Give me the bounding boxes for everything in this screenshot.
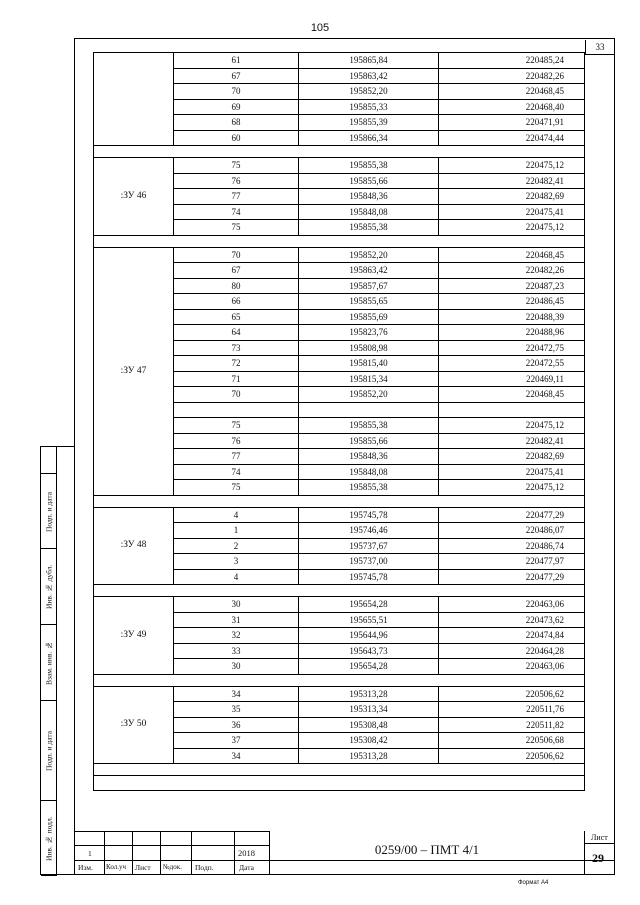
y-coordinate-cell: 220486,74 [438,539,584,555]
table-row [94,702,584,718]
y-coordinate-cell: 220482,69 [438,449,584,465]
table-row [94,248,584,264]
hdr-ndoc: №док. [163,863,182,871]
table-row [94,449,584,465]
year: 2018 [238,848,255,858]
sheet-label: Лист [591,833,608,842]
table-row [94,84,584,100]
format-label: Формат А4 [518,880,549,886]
plot-label: :ЗУ 48 [120,540,147,551]
y-coordinate-cell: 220475,12 [438,480,584,496]
point-number-cell: 76 [173,174,298,190]
table-row [94,100,584,116]
table-row [94,263,584,279]
y-coordinate-cell: 220463,06 [438,659,584,675]
x-coordinate-cell: 195737,00 [298,554,438,570]
side-label: Подп. и дата [44,491,54,532]
table-row [94,418,584,434]
group-separator [94,764,584,776]
y-coordinate-cell: 220475,41 [438,205,584,221]
y-coordinate-cell: 220463,06 [438,597,584,613]
hdr-podp: Подп. [195,863,214,872]
table-row [94,131,584,147]
table-row [94,403,584,419]
point-number-cell: 67 [173,69,298,85]
table-row [94,554,584,570]
x-coordinate-cell: 195855,38 [298,220,438,236]
side-label: Инв. № дубл. [44,564,54,610]
table-row [94,387,584,403]
table-row [94,480,584,496]
y-coordinate-cell: 220473,62 [438,613,584,629]
x-coordinate-cell: 195848,36 [298,189,438,205]
point-number-cell: 35 [173,702,298,718]
change-number: 1 [88,849,92,858]
table-row [94,205,584,221]
y-coordinate-cell: 220482,26 [438,69,584,85]
x-coordinate-cell: 195855,69 [298,310,438,326]
point-number-cell: 36 [173,718,298,734]
top-sheet-number: 33 [585,40,614,55]
point-number-cell: 30 [173,659,298,675]
y-coordinate-cell: 220487,23 [438,279,584,295]
group-separator [94,496,584,508]
side-cell [41,447,57,474]
x-coordinate-cell: 195855,38 [298,418,438,434]
group-separator [94,146,584,158]
side-label: Инв. № подл. [44,816,54,861]
x-coordinate-cell: 195848,08 [298,205,438,221]
y-coordinate-cell: 220488,96 [438,325,584,341]
x-coordinate-cell: 195644,96 [298,628,438,644]
table-row [94,523,584,539]
point-number-cell: 60 [173,131,298,147]
x-coordinate-cell: 195855,38 [298,480,438,496]
x-coordinate-cell: 195855,65 [298,294,438,310]
x-coordinate-cell: 195808,98 [298,341,438,357]
table-row [94,465,584,481]
hdr-kol: Кол.уч [106,863,126,871]
point-number-cell: 61 [173,53,298,69]
point-number-cell: 69 [173,100,298,116]
table-row [94,220,584,236]
point-number-cell: 37 [173,733,298,749]
x-coordinate-cell: 195654,28 [298,659,438,675]
table-row [94,644,584,660]
point-number-cell: 1 [173,523,298,539]
y-coordinate-cell: 220486,07 [438,523,584,539]
x-coordinate-cell: 195855,66 [298,174,438,190]
table-row [94,174,584,190]
side-label: Взам. инв. № [44,640,54,686]
table-row [94,53,584,69]
group-separator [94,585,584,597]
y-coordinate-cell: 220482,69 [438,189,584,205]
y-coordinate-cell: 220472,55 [438,356,584,372]
point-number-cell: 75 [173,418,298,434]
table-row [94,294,584,310]
point-number-cell: 70 [173,387,298,403]
table-row [94,279,584,295]
y-coordinate-cell: 220477,29 [438,570,584,586]
point-number-cell: 66 [173,294,298,310]
y-coordinate-cell: 220474,84 [438,628,584,644]
y-coordinate-cell: 220477,97 [438,554,584,570]
point-number-cell: 4 [173,570,298,586]
y-coordinate-cell: 220475,12 [438,418,584,434]
point-number-cell: 80 [173,279,298,295]
y-coordinate-cell: 220477,29 [438,508,584,524]
x-coordinate-cell: 195855,66 [298,434,438,450]
x-coordinate-cell: 195313,28 [298,687,438,703]
x-coordinate-cell: 195643,73 [298,644,438,660]
y-coordinate-cell: 220511,82 [438,718,584,734]
x-coordinate-cell: 195855,38 [298,158,438,174]
plot-label: :ЗУ 47 [120,365,147,376]
y-coordinate-cell: 220469,11 [438,372,584,388]
point-number-cell: 72 [173,356,298,372]
y-coordinate-cell: 220485,24 [438,53,584,69]
x-coordinate-cell: 195313,34 [298,702,438,718]
x-coordinate-cell: 195865,84 [298,53,438,69]
point-number-cell: 2 [173,539,298,555]
point-number-cell: 34 [173,687,298,703]
table-row [94,687,584,703]
x-coordinate-cell: 195855,39 [298,115,438,131]
point-number-cell: 74 [173,205,298,221]
y-coordinate-cell: 220474,44 [438,131,584,147]
y-coordinate-cell [438,403,584,419]
x-coordinate-cell: 195313,28 [298,749,438,765]
y-coordinate-cell: 220486,45 [438,294,584,310]
page-number: 105 [310,22,330,34]
table-row [94,749,584,765]
y-coordinate-cell: 220468,45 [438,84,584,100]
x-coordinate-cell: 195745,78 [298,508,438,524]
y-coordinate-cell: 220471,91 [438,115,584,131]
x-coordinate-cell: 195863,42 [298,69,438,85]
y-coordinate-cell: 220475,12 [438,220,584,236]
y-coordinate-cell: 220511,76 [438,702,584,718]
point-number-cell: 77 [173,449,298,465]
y-coordinate-cell: 220488,39 [438,310,584,326]
plot-label: :ЗУ 50 [120,719,147,730]
x-coordinate-cell: 195308,42 [298,733,438,749]
table-row [94,570,584,586]
point-number-cell: 73 [173,341,298,357]
hdr-list: Лист [135,863,151,872]
table-row [94,613,584,629]
table-row [94,733,584,749]
point-number-cell: 33 [173,644,298,660]
x-coordinate-cell: 195654,28 [298,597,438,613]
point-number-cell: 75 [173,158,298,174]
x-coordinate-cell: 195746,46 [298,523,438,539]
x-coordinate-cell: 195815,34 [298,372,438,388]
y-coordinate-cell: 220468,45 [438,248,584,264]
x-coordinate-cell [298,403,438,419]
table-row [94,69,584,85]
coordinates-table [93,52,585,791]
point-number-cell: 32 [173,628,298,644]
table-row [94,115,584,131]
x-coordinate-cell: 195852,20 [298,248,438,264]
x-coordinate-cell: 195848,36 [298,449,438,465]
table-row [94,325,584,341]
x-coordinate-cell: 195745,78 [298,570,438,586]
x-coordinate-cell: 195737,67 [298,539,438,555]
x-coordinate-cell: 195823,76 [298,325,438,341]
table-row [94,341,584,357]
point-number-cell: 70 [173,248,298,264]
group-separator [94,236,584,248]
point-number-cell [173,403,298,419]
x-coordinate-cell: 195848,08 [298,465,438,481]
plot-label: :ЗУ 46 [120,190,147,201]
sheet-number: 29 [592,851,604,865]
y-coordinate-cell: 220506,62 [438,749,584,765]
table-row [94,659,584,675]
document-code: 0259/00 – ПМТ 4/1 [374,842,480,857]
y-coordinate-cell: 220482,41 [438,434,584,450]
y-coordinate-cell: 220468,40 [438,100,584,116]
plot-label: :ЗУ 49 [120,629,147,640]
table-row [94,597,584,613]
x-coordinate-cell: 195852,20 [298,387,438,403]
x-coordinate-cell: 195852,20 [298,84,438,100]
y-coordinate-cell: 220464,28 [438,644,584,660]
y-coordinate-cell: 220482,26 [438,263,584,279]
table-row [94,508,584,524]
point-number-cell: 71 [173,372,298,388]
point-number-cell: 70 [173,84,298,100]
y-coordinate-cell: 220475,12 [438,158,584,174]
point-number-cell: 76 [173,434,298,450]
y-coordinate-cell: 220506,68 [438,733,584,749]
x-coordinate-cell: 195857,67 [298,279,438,295]
x-coordinate-cell: 195655,51 [298,613,438,629]
x-coordinate-cell: 195866,34 [298,131,438,147]
table-row [94,310,584,326]
point-number-cell: 74 [173,465,298,481]
hdr-data: Дата [239,863,254,872]
point-number-cell: 34 [173,749,298,765]
point-number-cell: 75 [173,480,298,496]
point-number-cell: 30 [173,597,298,613]
y-coordinate-cell: 220475,41 [438,465,584,481]
point-number-cell: 31 [173,613,298,629]
point-number-cell: 75 [173,220,298,236]
point-number-cell: 4 [173,508,298,524]
point-number-cell: 67 [173,263,298,279]
x-coordinate-cell: 195308,48 [298,718,438,734]
table-row [94,434,584,450]
point-number-cell: 64 [173,325,298,341]
point-number-cell: 3 [173,554,298,570]
y-coordinate-cell: 220482,41 [438,174,584,190]
point-number-cell: 65 [173,310,298,326]
side-stamp-strip [40,446,74,875]
y-coordinate-cell: 220472,75 [438,341,584,357]
point-number-cell: 77 [173,189,298,205]
x-coordinate-cell: 195855,33 [298,100,438,116]
point-number-cell: 68 [173,115,298,131]
x-coordinate-cell: 195815,40 [298,356,438,372]
side-label: Подп. и дата [44,730,54,772]
group-separator [94,675,584,687]
hdr-izm: Изм. [78,863,93,872]
y-coordinate-cell: 220506,62 [438,687,584,703]
y-coordinate-cell: 220468,45 [438,387,584,403]
table-row [94,158,584,174]
x-coordinate-cell: 195863,42 [298,263,438,279]
